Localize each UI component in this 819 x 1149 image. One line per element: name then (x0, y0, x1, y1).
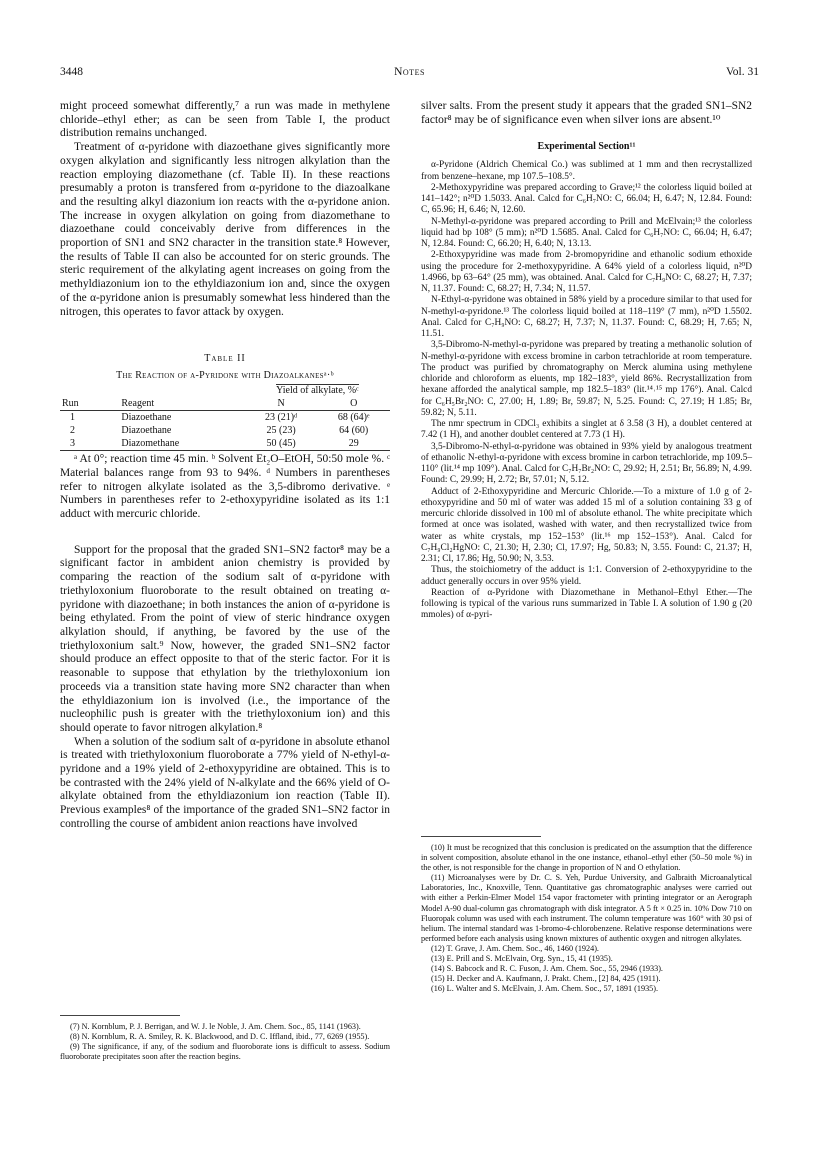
table-header-row: Run Reagent N O (62, 398, 358, 410)
footnote-divider (60, 1015, 180, 1016)
footnotes-left (60, 1005, 390, 1062)
table-notes: ᵃ At 0°; reaction time 45 min. ᵇ Solvent Et₂O–EtOH, 50:50 mole %. ᶜ Material balances range from 93 to 94%. ᵈ Numbers in parentheses refer to nitrogen alkylate isolated as the 3,5-dibromo derivative. ᵉ Numbers in parentheses refer to 2-ethoxypyridine isolated as its 1:1 adduct with mercuric chloride. (60, 453, 390, 521)
paragraph: When a solution of the sodium salt of α-pyridone in absolute ethanol is treated with triethyloxonium fluoroborate a 77% yield of N-ethyl-α-pyridone and a 19% yield of 2-ethoxypyridine are obtained. This is to be contrasted with the 24% yield of N-alkylate and the 66% yield of O-alkylate obtained from the ethyldiazonium ion reaction (Table II). Previous examples⁸ of the importance of the graded SN1–SN2 factor in controlling the course of ambident anion reactions have involved (60, 735, 390, 830)
footnote: (11) Microanalyses were by Dr. C. S. Yeh, Purdue University, and Galbraith Microanalytical Laboratories, Inc., Knoxville, Tenn. Quantitative gas chromatographic analyses were carried out with either a Perkin-Elmer Model 154 vapor fractometer with printing integrator or an Aerograph Model A-90 dual-column gas chromatograph with disk integrator. A 5 ft × 0.25 in. 10% Dow 710 on Fluoropak column was used with each instrument. The column temperature was 160° with 30 psi of helium. The internal standard was 1-bromo-4-chlorobenzene. Relative response determinations were performed before each analysis using known mixtures of authentic oxygen and nitrogen alkylates. (421, 873, 752, 943)
experimental-section (421, 160, 752, 621)
data-table (60, 383, 390, 451)
footnote-divider (421, 836, 541, 837)
table-caption: The Reaction of α-Pyridone with Diazoalkanesᵃ·ᵇ (116, 370, 334, 382)
exp-paragraph: 3,5-Dibromo-N-methyl-α-pyridone was prepared by treating a methanolic solution of N-methyl-α-pyridone with excess bromine in carbon tetrachloride at room temperature. The product was purified by chromatography on Merck alumina using methylene chloride and chloroform as eluents, mp 182–183°, yield 86%. Recrystallization from hexane afforded the analytical sample, mp 182.5–183° (lit.¹⁴˒¹⁵ mp 176°). Anal. Calcd for C₆H₅Br₂NO: C, 27.00; H, 1.89; Br, 59.87; N, 5.25. Found: C, 27.19; H 1.85; Br, 59.82; N, 5.11. (421, 340, 752, 418)
paragraph: silver salts. From the present study it appears that the graded SN1–SN2 factor⁸ may be of significance even when silver ions are absent.¹⁰ (421, 100, 752, 126)
table-row: 3 Diazomethane 50 (45) 29 (60, 437, 390, 451)
footnote: (8) N. Kornblum, R. A. Smiley, R. K. Blackwood, and D. C. Iffland, ibid., 77, 6269 (1955). (70, 1032, 370, 1042)
page-number: 3448 (60, 66, 83, 78)
exp-paragraph: The nmr spectrum in CDCl₃ exhibits a singlet at δ 3.58 (3 H), a doublet centered at 7.42 (1 H), and another doublet centered at 7.73 (1 H). (421, 419, 752, 441)
section-title: Experimental Section¹¹ (537, 141, 636, 153)
footnote: (14) S. Babcock and R. C. Fuson, J. Am. Chem. Soc., 55, 2946 (1933). (431, 964, 663, 974)
left-column (60, 100, 390, 832)
footnote: (12) T. Grave, J. Am. Chem. Soc., 46, 1460 (1924). (431, 943, 599, 953)
exp-paragraph: N-Ethyl-α-pyridone was obtained in 58% yield by a procedure similar to that used for N-methyl-α-pyridone.¹³ The colorless liquid boiled at 118–119° (7 mm), n²⁰D 1.5502. Anal. Calcd for C₇H₉NO: C, 68.27; H, 7.37; N, 11.37. Found: C, 68.29; H, 7.65; N, 11.51. (421, 295, 752, 340)
table-group-header: Yield of alkylate, %ᶜ (276, 385, 359, 397)
exp-paragraph: Reaction of α-Pyridone with Diazomethane in Methanol–Ethyl Ether.—The following is typical of the various runs summarized in Table I. A solution of 1.90 g (20 mmoles) of α-pyri- (421, 587, 752, 621)
exp-paragraph: 2-Ethoxypyridine was made from 2-bromopyridine and ethanolic sodium ethoxide using the procedure for 2-methoxypyridine. A 64% yield of a colorless liquid, n²⁰D 1.4966, bp 63–64° (25 mm), was obtained. Anal. Calcd for C₇H₉NO: C, 68.27; H, 7.37; N, 11.37. Found: C, 68.27; H, 7.34; N, 11.57. (421, 250, 752, 295)
paragraph: Support for the proposal that the graded SN1–SN2 factor⁸ may be a significant factor in ambident anion chemistry is provided by comparing the reaction of the sodium salt of α-pyridone with triethyloxonium fluoroborate to the result obtained on treating α-pyridone with diazoethane; in both instances the anion of α-pyridone is being ethylated. From the point of view of steric hindrance oxygen alkylation should, if anything, be favored by the use of the triethyloxonium salt.⁹ Now, however, the graded SN1–SN2 factor should produce an effect opposite to that of the steric factor. For it is reasonable to suppose that ethylation by the triethyloxonium ion proceeds via a transition state having more SN2 character than when the ethyldiazonium ion is involved (i.e., the importance of the nucleophilic push is greater with the triethyloxonium ion) and this should operate to favor nitrogen alkylation.⁸ (60, 543, 390, 734)
exp-paragraph: Adduct of 2-Ethoxypyridine and Mercuric Chloride.—To a mixture of 1.0 g of 2-ethoxypyridine and 50 ml of water was added 15 ml of a solution containing 33 g of mercuric chloride dissolved in 100 ml of absolute ethanol. The white precipitate which formed at once was isolated, washed with water, and then recrystallized twice from water as white crystals, mp 152–153° (lit.¹⁶ mp 152–153°). Anal. Calcd for C₇H₉Cl₂HgNO: C, 21.30; H, 2.30; Cl, 17.97; Hg, 50.83; N, 3.55. Found: C, 21.37; H, 2.31; Cl, 17.86; Hg, 50.90; N, 3.53. (421, 486, 752, 565)
footnote: (16) L. Walter and S. McElvain, J. Am. Chem. Soc., 57, 1891 (1935). (431, 984, 659, 994)
paragraph: Treatment of α-pyridone with diazoethane gives significantly more oxygen alkylation and significantly less nitrogen alkylation than the reaction employing diazomethane (cf. Table II). In these reactions presumably a proton is transfered from α-pyridone to the diazoalkane and the resulting alkyl diazonium ion reacts with the α-pyridone anion. The increase in oxygen alkylation on going from diazomethane to diazoethane could conceivably derive from differences in the proportion of SN1 and SN2 character in the transition state.⁸ However, the results of Table II can also be accounted for on steric grounds. The steric requirement of the alkylating agent increases on going from the methyldiazonium ion to the ethyldiazonium ion and, since the oxygen of the α-pyridone anion is presumably somewhat less hindered than the nitrogen, this operates to favor attack by oxygen. (60, 141, 390, 318)
running-header (60, 66, 759, 82)
exp-paragraph: α-Pyridone (Aldrich Chemical Co.) was sublimed at 1 mm and then recrystallized from benzene–hexane, mp 107.5–108.5°. (421, 160, 752, 182)
exp-paragraph: 3,5-Dibromo-N-ethyl-α-pyridone was obtained in 93% yield by analogous treatment of ethanolic N-ethyl-α-pyridone with excess bromine in carbon tetrachloride, mp 109.5–110° (lit.¹⁴ mp 109°). Anal. Calcd for C₇H₇Br₂NO: C, 29.92; H, 2.51; Br, 56.89; N, 4.99. Found: C, 29.99; H, 2.72; Br, 57.01; N, 5.12. (421, 441, 752, 486)
footnote: (13) E. Prill and S. McElvain, Org. Syn., 15, 41 (1935). (431, 954, 613, 964)
footnotes-right (421, 836, 752, 994)
table-row: 2 Diazoethane 25 (23) 64 (60) (70, 425, 369, 437)
volume-label: Vol. 31 (725, 66, 759, 78)
journal-section: Notes (394, 66, 425, 78)
paragraph: might proceed somewhat differently,⁷ a run was made in methylene chloride–ethyl ether; as can be seen from Table I, the product distribution remains unchanged. (60, 100, 390, 140)
exp-paragraph: 2-Methoxypyridine was prepared according to Grave;¹² the colorless liquid boiled at 141–142°; n²⁰D 1.5033. Anal. Calcd for C₆H₇NO: C, 66.04; H, 6.47; N, 12.84. Found: C, 65.96; H, 6.46; N, 12.60. (421, 182, 752, 216)
right-column (421, 100, 752, 622)
footnote: (15) H. Decker and A. Kaufmann, J. Prakt. Chem., [2] 84, 425 (1911). (431, 974, 661, 984)
table-row: 1 Diazoethane 23 (21)ᵈ 68 (64)ᵉ (70, 412, 370, 424)
footnote: (9) The significance, if any, of the sodium and fluoroborate ions is difficult to assess. Sodium fluoroborate precipitates soon after the reaction begins. (60, 1042, 390, 1062)
exp-paragraph: N-Methyl-α-pyridone was prepared according to Prill and McElvain;¹³ the colorless liquid had bp 108° (5 mm); n²⁰D 1.5685. Anal. Calcd for C₆H₇NO: C, 66.04; H, 6.47; N, 12.84. Found: C, 66.20; H, 6.40; N, 13.13. (421, 216, 752, 250)
table-ii (60, 353, 390, 522)
footnote: (7) N. Kornblum, P. J. Berrigan, and W. J. le Noble, J. Am. Chem. Soc., 85, 1141 (1963). (70, 1022, 361, 1031)
exp-paragraph: Thus, the stoichiometry of the adduct is 1:1. Conversion of 2-ethoxypyridine to the adduct generally occurs in over 95% yield. (421, 565, 752, 587)
footnote: (10) It must be recognized that this conclusion is predicated on the assumption that the difference in solvent composition, absolute ethanol in the one instance, ethanol–ethyl ether (50–50 mole %) in the other, is not responsible for the change in proportion of N and O ethylation. (421, 843, 752, 873)
table-label: Table II (204, 353, 246, 365)
